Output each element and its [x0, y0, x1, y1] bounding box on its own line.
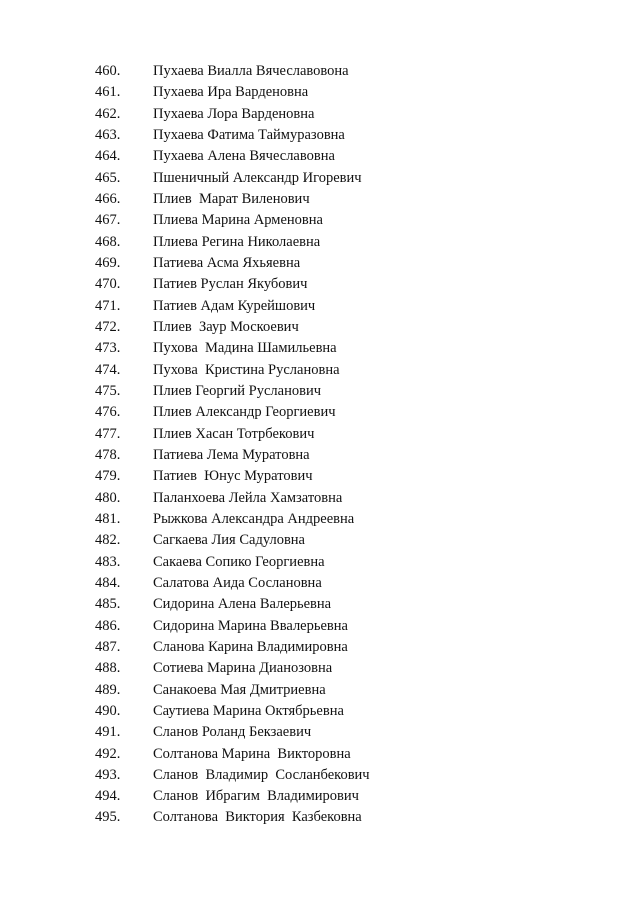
- entry-number: 488.: [95, 660, 121, 677]
- list-item: [0, 402, 640, 423]
- list-item: [0, 104, 640, 125]
- list-item: [0, 82, 640, 103]
- list-item: [0, 594, 640, 615]
- entry-name: Пухова Кристина Руслановна: [153, 361, 340, 378]
- list-item: [0, 146, 640, 167]
- list-item: [0, 744, 640, 765]
- list-item: [0, 61, 640, 82]
- entry-number: 490.: [95, 702, 121, 719]
- entry-number: 463.: [95, 126, 121, 143]
- entry-number: 475.: [95, 382, 121, 399]
- entry-number: 464.: [95, 148, 121, 165]
- entry-name: Сланов Роланд Бекзаевич: [153, 724, 312, 741]
- entry-number: 471.: [95, 297, 121, 314]
- entry-name: Санакоева Мая Дмитриевна: [153, 681, 326, 698]
- entry-number: 483.: [95, 553, 121, 570]
- entry-number: 476.: [95, 404, 121, 421]
- list-item: [0, 680, 640, 701]
- entry-name: Рыжкова Александра Андреевна: [153, 510, 355, 527]
- entry-name: Пухова Мадина Шамильевна: [153, 340, 337, 357]
- list-item: [0, 701, 640, 722]
- entry-name: Плиева Марина Арменовна: [153, 212, 323, 229]
- list-item: [0, 616, 640, 637]
- entry-name: Пухаева Ира Варденовна: [153, 84, 309, 101]
- list-item: [0, 189, 640, 210]
- entry-number: 486.: [95, 617, 121, 634]
- list-item: [0, 530, 640, 551]
- entry-number: 482.: [95, 532, 121, 549]
- entry-name: Плиев Марат Виленович: [153, 190, 310, 207]
- entry-name: Плиев Заур Москоевич: [153, 318, 299, 335]
- entry-number: 495.: [95, 809, 121, 826]
- list-item: [0, 360, 640, 381]
- entry-number: 480.: [95, 489, 121, 506]
- list-item: [0, 466, 640, 487]
- list-item: [0, 658, 640, 679]
- entry-name: Плиева Регина Николаевна: [153, 233, 321, 250]
- list-item: [0, 786, 640, 807]
- entry-number: 489.: [95, 681, 121, 698]
- entry-number: 469.: [95, 254, 121, 271]
- entry-name: Саутиева Марина Октябрьевна: [153, 702, 344, 719]
- name-list: [0, 61, 640, 829]
- entry-number: 462.: [95, 105, 121, 122]
- entry-name: Пухаева Алена Вячеславовна: [153, 148, 335, 165]
- entry-name: Патиева Лема Муратовна: [153, 446, 310, 463]
- entry-name: Пшеничный Александр Игоревич: [153, 169, 362, 186]
- entry-name: Сидорина Марина Ввалерьевна: [153, 617, 348, 634]
- entry-number: 477.: [95, 425, 121, 442]
- list-item: [0, 722, 640, 743]
- entry-name: Патиев Руслан Якубович: [153, 276, 308, 293]
- entry-number: 470.: [95, 276, 121, 293]
- entry-name: Салатова Аида Сослановна: [153, 574, 322, 591]
- list-item: [0, 168, 640, 189]
- list-item: [0, 637, 640, 658]
- entry-number: 473.: [95, 340, 121, 357]
- entry-number: 491.: [95, 724, 121, 741]
- entry-number: 487.: [95, 638, 121, 655]
- entry-name: Патиев Юнус Муратович: [153, 468, 313, 485]
- entry-name: Паланхоева Лейла Хамзатовна: [153, 489, 343, 506]
- entry-name: Пухаева Лора Варденовна: [153, 105, 315, 122]
- list-item: [0, 488, 640, 509]
- list-item: [0, 253, 640, 274]
- entry-number: 472.: [95, 318, 121, 335]
- list-item: [0, 765, 640, 786]
- entry-name: Сотиева Марина Дианозовна: [153, 660, 333, 677]
- entry-number: 466.: [95, 190, 121, 207]
- entry-number: 479.: [95, 468, 121, 485]
- list-item: [0, 445, 640, 466]
- list-item: [0, 232, 640, 253]
- entry-number: 468.: [95, 233, 121, 250]
- entry-name: Пухаева Виалла Вячеславовона: [153, 63, 349, 79]
- entry-number: 478.: [95, 446, 121, 463]
- entry-name: Сланов Ибрагим Владимирович: [153, 788, 359, 805]
- entry-number: 467.: [95, 212, 121, 229]
- list-item: [0, 317, 640, 338]
- list-item: [0, 274, 640, 295]
- entry-name: Пухаева Фатима Таймуразовна: [153, 126, 345, 143]
- entry-name: Плиев Александр Георгиевич: [153, 404, 336, 421]
- list-item: [0, 296, 640, 317]
- entry-name: Сакаева Сопико Георгиевна: [153, 553, 325, 570]
- list-item: [0, 381, 640, 402]
- entry-number: 494.: [95, 788, 121, 805]
- entry-number: 493.: [95, 766, 121, 783]
- entry-name: Солтанова Виктория Казбековна: [153, 809, 362, 826]
- list-item: [0, 509, 640, 530]
- list-item: [0, 210, 640, 231]
- entry-number: 474.: [95, 361, 121, 378]
- list-item: [0, 573, 640, 594]
- entry-name: Патиева Асма Яхьяевна: [153, 254, 301, 271]
- entry-name: Сагкаева Лия Садуловна: [153, 532, 305, 549]
- list-item: [0, 807, 640, 828]
- entry-number: 484.: [95, 574, 121, 591]
- list-item: [0, 338, 640, 359]
- entry-name: Плиев Георгий Русланович: [153, 382, 322, 399]
- entry-name: Плиев Хасан Тотрбекович: [153, 425, 315, 442]
- entry-name: Патиев Адам Курейшович: [153, 297, 316, 314]
- entry-number: 461.: [95, 84, 121, 101]
- entry-number: 492.: [95, 745, 121, 762]
- entry-name: Сидорина Алена Валерьевна: [153, 596, 332, 613]
- entry-number: 460.: [95, 63, 121, 79]
- list-item: [0, 125, 640, 146]
- entry-number: 481.: [95, 510, 121, 527]
- entry-name: Сланова Карина Владимировна: [153, 638, 348, 655]
- entry-number: 465.: [95, 169, 121, 186]
- list-item: [0, 552, 640, 573]
- list-item: [0, 424, 640, 445]
- entry-number: 485.: [95, 596, 121, 613]
- entry-name: Сланов Владимир Сосланбекович: [153, 766, 370, 783]
- entry-name: Солтанова Марина Викторовна: [153, 745, 351, 762]
